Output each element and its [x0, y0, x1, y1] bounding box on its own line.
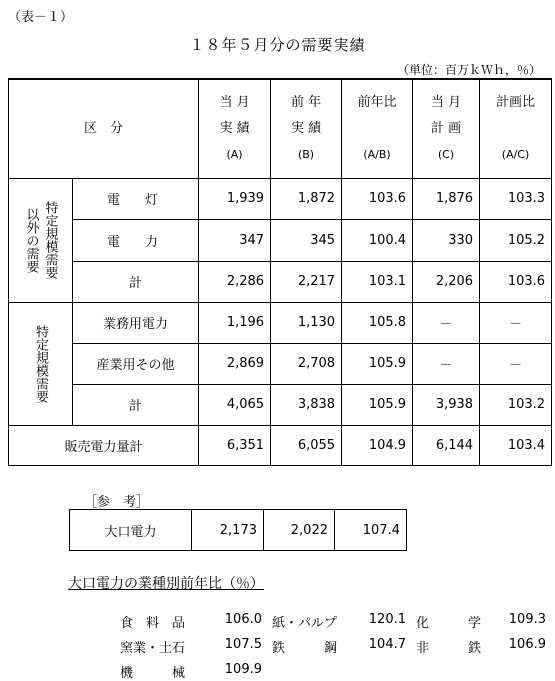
table-row	[9, 261, 552, 302]
row-name: 業務用電力	[73, 302, 199, 343]
cell-ab: 100.4	[342, 219, 413, 261]
header-current-actual: 当 月 実 績 (A)	[199, 79, 271, 178]
page-title: １８年５月分の需要実績	[189, 36, 366, 54]
row-name: 大口電力	[70, 510, 192, 551]
document-label: （表－１）	[8, 10, 74, 25]
cell-a: 2,173	[192, 510, 264, 551]
industry-value: 106.0	[224, 612, 262, 627]
header-kubun: 区 分	[9, 79, 199, 178]
cell-a: 6,351	[199, 425, 271, 465]
cell-a: 2,286	[199, 261, 271, 302]
unit-note: （単位：百万ｋＷｈ，％）	[396, 63, 541, 77]
industry-name: 機 械	[120, 666, 186, 681]
table-row	[9, 384, 552, 425]
header-row	[9, 79, 552, 178]
cell-a: 4,065	[199, 384, 271, 425]
cell-ac: 105.2	[480, 219, 552, 261]
cell-ac: 103.2	[480, 384, 552, 425]
cell-b: 1,872	[271, 178, 342, 219]
cell-ac: 103.6	[480, 261, 552, 302]
cell-ab: 105.9	[342, 384, 413, 425]
header-prev-actual: 前 年 実 績 (B)	[271, 79, 342, 178]
cell-c: 330	[413, 219, 480, 261]
industry-value: 106.9	[508, 637, 546, 652]
reference-label: ［参 考］	[84, 495, 150, 510]
table-row	[9, 178, 552, 219]
cell-ac: －	[480, 302, 552, 343]
table-row	[9, 219, 552, 261]
cell-ab: 105.9	[342, 343, 413, 384]
industry-title: 大口電力の業種別前年比（％）	[68, 576, 264, 592]
cell-ab: 105.8	[342, 302, 413, 343]
cell-b: 345	[271, 219, 342, 261]
industry-name: 非 鉄	[416, 641, 482, 656]
cell-ab: 104.9	[342, 425, 413, 465]
group2-label: 特定規模需要	[9, 302, 73, 425]
industry-name: 鉄 鋼	[272, 641, 338, 656]
cell-c: 6,144	[413, 425, 480, 465]
row-name: 計	[73, 384, 199, 425]
header-yoy: 前年比 (A/B)	[342, 79, 413, 178]
row-name: 計	[73, 261, 199, 302]
cell-b: 6,055	[271, 425, 342, 465]
cell-ac: 103.3	[480, 178, 552, 219]
cell-c: －	[413, 343, 480, 384]
cell-ab: 107.4	[335, 510, 407, 551]
reference-table	[69, 509, 407, 551]
total-row	[9, 425, 552, 465]
cell-a: 1,939	[199, 178, 271, 219]
table-row	[70, 510, 407, 551]
cell-c: 1,876	[413, 178, 480, 219]
industry-value: 109.3	[508, 612, 546, 627]
cell-b: 1,130	[271, 302, 342, 343]
industry-name: 窯業・土石	[120, 641, 186, 656]
cell-ab: 103.1	[342, 261, 413, 302]
cell-ac: －	[480, 343, 552, 384]
industry-name: 食 料 品	[120, 616, 186, 631]
industry-value: 104.7	[368, 637, 406, 652]
cell-b: 3,838	[271, 384, 342, 425]
cell-c: －	[413, 302, 480, 343]
cell-b: 2,708	[271, 343, 342, 384]
row-name: 販売電力量計	[9, 425, 199, 465]
cell-c: 3,938	[413, 384, 480, 425]
cell-b: 2,022	[264, 510, 335, 551]
row-name: 電 灯	[73, 178, 199, 219]
header-plan-ratio: 計画比 (A/C)	[480, 79, 552, 178]
industry-value: 109.9	[224, 662, 262, 677]
cell-ac: 103.4	[480, 425, 552, 465]
cell-a: 2,869	[199, 343, 271, 384]
cell-a: 1,196	[199, 302, 271, 343]
industry-name: 紙・パルプ	[272, 616, 338, 631]
header-plan: 当 月 計 画 (C)	[413, 79, 480, 178]
group1-label: 特定規模需要 以外の需要	[9, 178, 73, 302]
industry-value: 120.1	[368, 612, 406, 627]
row-name: 電 力	[73, 219, 199, 261]
table-row	[9, 302, 552, 343]
cell-a: 347	[199, 219, 271, 261]
cell-b: 2,217	[271, 261, 342, 302]
table-row	[9, 343, 552, 384]
cell-c: 2,206	[413, 261, 480, 302]
row-name: 産業用その他	[73, 343, 199, 384]
industry-name: 化 学	[416, 616, 482, 631]
demand-table	[8, 78, 552, 466]
industry-value: 107.5	[224, 637, 262, 652]
cell-ab: 103.6	[342, 178, 413, 219]
